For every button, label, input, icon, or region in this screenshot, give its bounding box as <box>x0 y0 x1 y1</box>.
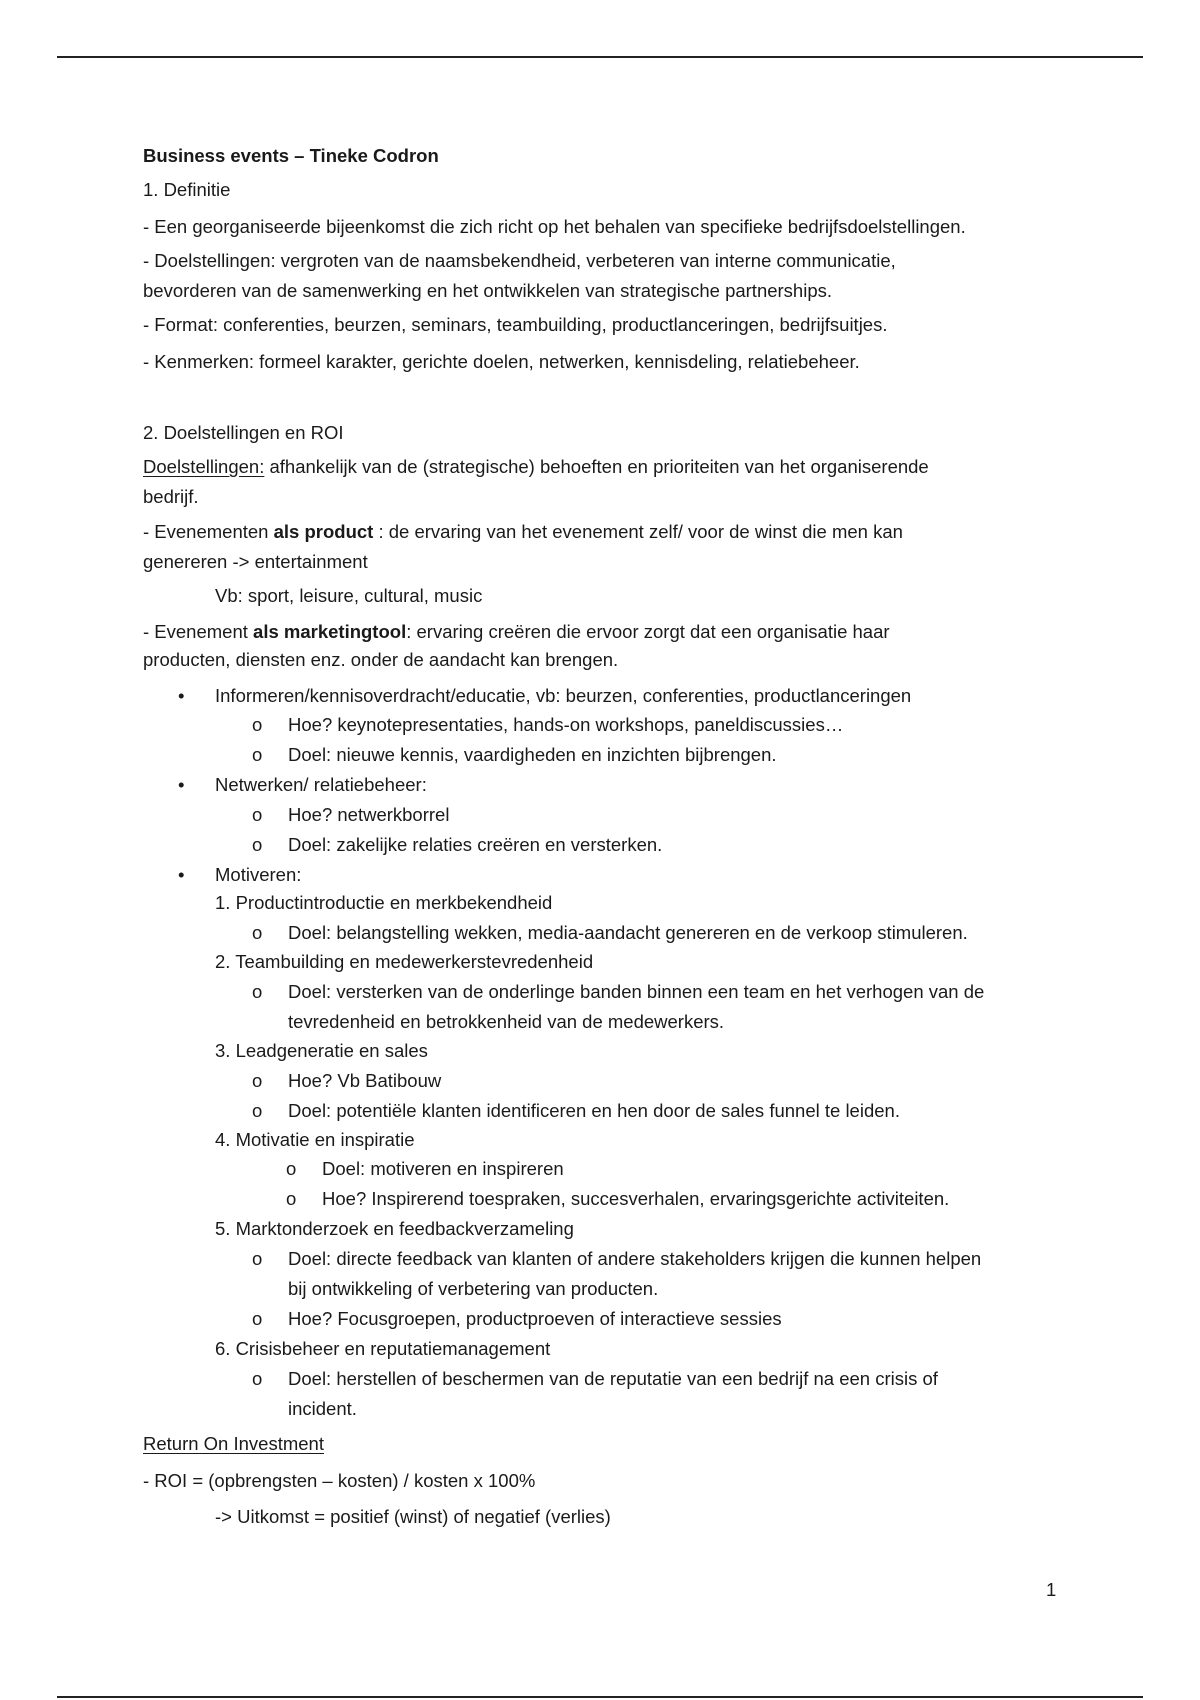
list-item: Hoe? Inspirerend toespraken, succesverhalen, ervaringsgerichte activiteiten. <box>322 1188 950 1209</box>
example-line: Vb: sport, leisure, cultural, music <box>215 585 483 606</box>
sub-bullet-glyph: o <box>252 1070 263 1091</box>
numbered-item: 2. Teambuilding en medewerkerstevredenheid <box>215 951 594 972</box>
sub-bullet-glyph: o <box>252 744 263 765</box>
numbered-item: 5. Marktonderzoek en feedbackverzameling <box>215 1218 574 1239</box>
numbered-item: 4. Motivatie en inspiratie <box>215 1129 415 1150</box>
characteristics-line: - Kenmerken: formeel karakter, gerichte doelen, netwerken, kennisdeling, relatiebeheer. <box>143 351 860 372</box>
product-cont: genereren -> entertainment <box>143 551 368 572</box>
list-item: Netwerken/ relatiebeheer: <box>215 774 427 795</box>
doelstellingen-text: afhankelijk van de (strategische) behoeften en prioriteiten van het organiserende <box>264 456 929 477</box>
sub-bullet-glyph: o <box>252 1368 263 1389</box>
list-item: Doel: herstellen of beschermen van de reputatie van een bedrijf na een crisis of <box>288 1368 938 1389</box>
doelstellingen-label: Doelstellingen: <box>143 456 265 477</box>
marketing-line <box>143 620 890 644</box>
list-item: Hoe? keynotepresentaties, hands-on workshops, paneldiscussies… <box>288 714 844 735</box>
list-item: Doel: belangstelling wekken, media-aandacht genereren en de verkoop stimuleren. <box>288 922 968 943</box>
roi-result: -> Uitkomst = positief (winst) of negatief (verlies) <box>215 1506 611 1527</box>
list-item: Doel: directe feedback van klanten of andere stakeholders krijgen die kunnen helpen <box>288 1248 982 1269</box>
section-2-heading: 2. Doelstellingen en ROI <box>143 422 344 443</box>
sub-bullet-glyph: o <box>252 804 263 825</box>
sub-bullet-glyph: o <box>252 1100 263 1121</box>
marketing-bold: als marketingtool <box>253 621 407 642</box>
list-item: Informeren/kennisoverdracht/educatie, vb: beurzen, conferenties, productlanceringen <box>215 685 912 706</box>
list-item: Doel: potentiële klanten identificeren en hen door de sales funnel te leiden. <box>288 1100 900 1121</box>
list-item-cont: incident. <box>288 1398 357 1419</box>
sub-bullet-glyph: o <box>252 1248 263 1269</box>
marketing-text: : ervaring creëren die ervoor zorgt dat een organisatie haar <box>406 621 890 642</box>
sub-bullet-glyph: o <box>286 1158 297 1179</box>
list-item: Motiveren: <box>215 864 302 885</box>
numbered-item: 6. Crisisbeheer en reputatiemanagement <box>215 1338 551 1359</box>
goals-line-cont: bevorderen van de samenwerking en het ontwikkelen van strategische partnerships. <box>143 280 833 301</box>
header-rule <box>57 56 1143 58</box>
footer-rule <box>57 1696 1143 1698</box>
product-bold: als product <box>273 521 374 542</box>
document-title: Business events – Tineke Codron <box>143 145 439 166</box>
list-item-cont: tevredenheid en betrokkenheid van de medewerkers. <box>288 1011 725 1032</box>
roi-heading: Return On Investment <box>143 1433 324 1454</box>
roi-formula: - ROI = (opbrengsten – kosten) / kosten x 100% <box>143 1470 536 1491</box>
list-item: Doel: versterken van de onderlinge banden binnen een team en het verhogen van de <box>288 981 985 1002</box>
format-line: - Format: conferenties, beurzen, seminars, teambuilding, productlanceringen, bedrijfsuitjes. <box>143 314 888 335</box>
section-1-heading: 1. Definitie <box>143 179 231 200</box>
goals-line: - Doelstellingen: vergroten van de naamsbekendheid, verbeteren van interne communicatie, <box>143 250 896 271</box>
doelstellingen-line <box>143 455 929 479</box>
list-item: Doel: nieuwe kennis, vaardigheden en inzichten bijbrengen. <box>288 744 777 765</box>
definition-line: - Een georganiseerde bijeenkomst die zich richt op het behalen van specifieke bedrijfsdoelstellingen. <box>143 216 966 237</box>
list-item: Hoe? Focusgroepen, productproeven of interactieve sessies <box>288 1308 782 1329</box>
marketing-prefix: - Evenement <box>143 621 254 642</box>
product-text: : de ervaring van het evenement zelf/ voor de winst die men kan <box>373 521 903 542</box>
sub-bullet-glyph: o <box>286 1188 297 1209</box>
numbered-item: 3. Leadgeneratie en sales <box>215 1040 428 1061</box>
bullet-glyph: • <box>178 864 185 885</box>
sub-bullet-glyph: o <box>252 714 263 735</box>
list-item: Hoe? netwerkborrel <box>288 804 450 825</box>
list-item: Doel: motiveren en inspireren <box>322 1158 564 1179</box>
bullet-glyph: • <box>178 685 185 706</box>
product-prefix: - Evenementen <box>143 521 274 542</box>
doelstellingen-cont: bedrijf. <box>143 486 199 507</box>
marketing-cont: producten, diensten enz. onder de aandacht kan brengen. <box>143 649 619 670</box>
bullet-glyph: • <box>178 774 185 795</box>
list-item: Doel: zakelijke relaties creëren en versterken. <box>288 834 663 855</box>
sub-bullet-glyph: o <box>252 922 263 943</box>
sub-bullet-glyph: o <box>252 1308 263 1329</box>
page-number: 1 <box>1046 1579 1057 1600</box>
sub-bullet-glyph: o <box>252 834 263 855</box>
numbered-item: 1. Productintroductie en merkbekendheid <box>215 892 553 913</box>
product-line <box>143 520 903 544</box>
list-item-cont: bij ontwikkeling of verbetering van producten. <box>288 1278 659 1299</box>
list-item: Hoe? Vb Batibouw <box>288 1070 442 1091</box>
sub-bullet-glyph: o <box>252 981 263 1002</box>
